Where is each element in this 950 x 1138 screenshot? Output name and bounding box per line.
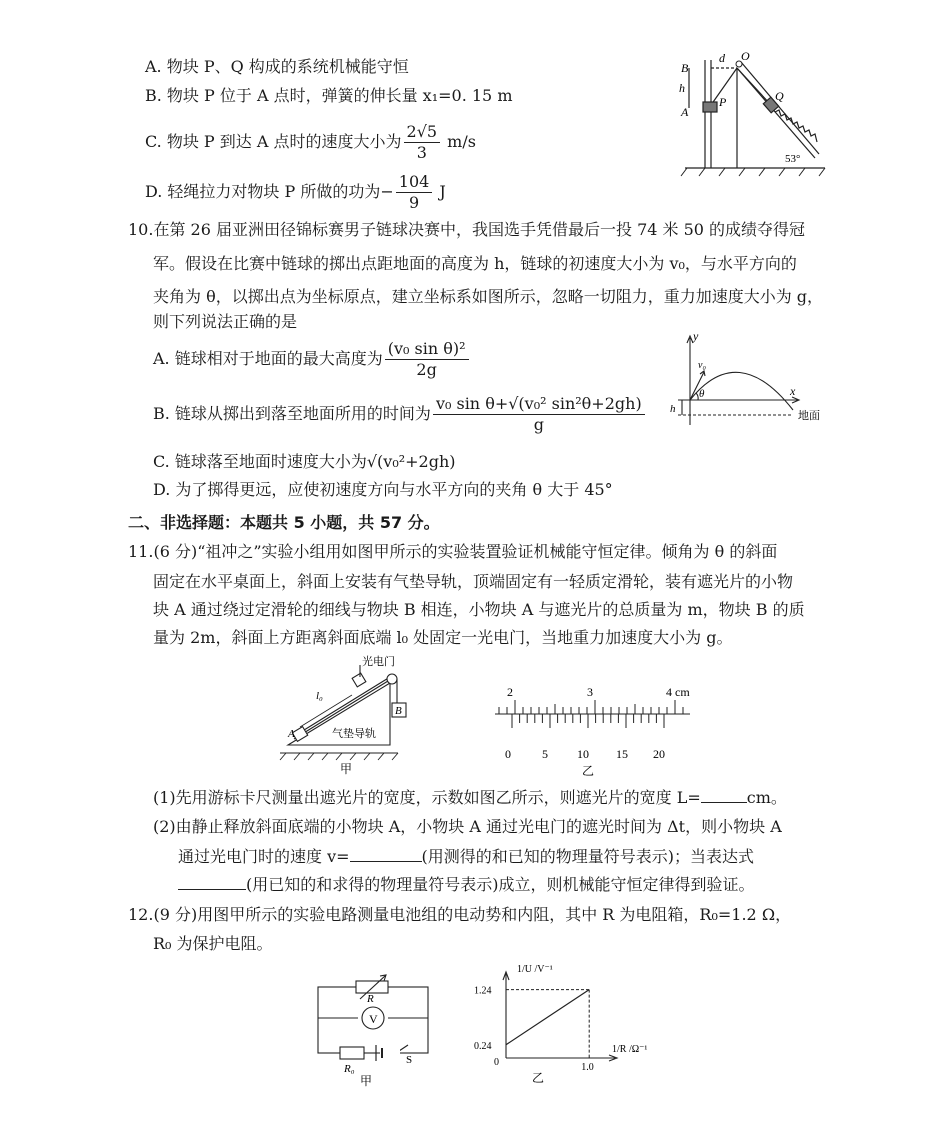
q9-option-d-unit: J [439,182,446,201]
label-photogate: 光电门 [362,656,395,668]
label-y: y [693,329,699,343]
y-axis-label: 1/U /V⁻¹ [517,964,553,975]
photogate [352,673,366,687]
q11-sub-2-line-1: (2)由静止释放斜面底端的小物块 A，小物块 A 通过光电门的遮光时间为 Δt，则小物块 A [153,817,782,836]
resistor-r0 [340,1047,364,1059]
block-p [703,102,717,112]
fraction-denominator: g [533,415,544,434]
vernier-label-15: 15 [616,747,628,761]
fraction-numerator: (v₀ sin θ)² [385,339,469,360]
answer-blank-expression[interactable] [178,873,246,890]
q11-line-2: 固定在水平桌面上，斜面上安装有气垫导轨，顶端固定有一轻质定滑轮，装有遮光片的小物 [153,572,794,591]
label-theta: θ [699,388,705,400]
caption-jia: 甲 [340,762,353,776]
q10-option-b [153,390,647,438]
incline-top [741,62,819,154]
q9-option-d-text: D. 轻绳拉力对物块 P 所做的功为− [145,182,394,201]
q10-option-a [153,335,471,383]
q11-sub-1 [153,786,787,810]
label-v0: v₀ [698,360,706,371]
theta-arc [696,393,698,400]
q11-sub-1-text: (1)先用游标卡尺测量出遮光片的宽度，示数如图乙所示，则遮光片的宽度 L= [153,788,701,807]
chart-caption: 乙 [532,1071,545,1085]
answer-blank-l[interactable] [701,786,747,803]
rope-to-q [737,68,771,105]
label-rail: 气垫导轨 [332,728,376,740]
fraction-numerator: v₀ sin θ+√(v₀² sin²θ+2gh) [433,394,645,415]
label-s: S [406,1054,413,1066]
q12-line-2: R₀ 为保护电阻。 [153,934,273,953]
x-axis-label: 1/R /Ω⁻¹ [612,1044,648,1055]
q11-sub-1-unit: cm。 [746,788,787,807]
label-ground: 地面 [798,410,820,422]
vernier-label-20: 20 [653,747,665,761]
q10-figure [668,330,838,430]
label-h: h [670,403,676,415]
main-label-4cm: 4 cm [666,685,690,699]
q9-option-c-unit: m/s [447,132,476,151]
q10-line-2: 军。假设在比赛中链球的掷出点距地面的高度为 h，链球的初速度大小为 v₀，与水平方向的 [153,254,797,273]
q9-option-c-fraction [404,122,441,163]
q9-option-c-text: C. 物块 P 到达 A 点时的速度大小为 [145,132,402,151]
q11-sub-2-end: (用已知的和求得的物理量符号表示)成立，则机械能守恒定律得到验证。 [246,875,755,894]
fraction-numerator: 2√5 [404,122,441,143]
label-a: A [681,105,689,119]
q10-option-a-text: A. 链球相对于地面的最大高度为 [153,349,383,368]
q11-line-4: 量为 2m，斜面上方距离斜面底端 l₀ 处固定一光电门，当地重力加速度大小为 g。 [153,628,733,647]
q10-option-b-fraction [433,394,645,435]
caption-yi: 乙 [582,764,595,778]
y-tick-label: 0.24 [474,1040,492,1052]
vernier-label-5: 5 [542,747,548,761]
x-tick-label: 1.0 [581,1062,594,1073]
q9-option-a: A. 物块 P、Q 构成的系统机械能守恒 [145,57,409,76]
label-d: d [719,51,725,65]
label-p: P [719,95,727,109]
q11-sub-2-line-3 [178,873,755,897]
fraction-denominator: 2g [416,360,437,379]
q9-option-d [145,168,446,216]
q10-option-b-text: B. 链球从掷出到落至地面所用的时间为 [153,404,431,423]
label-a: A [288,728,295,740]
q9-option-b: B. 物块 P 位于 A 点时，弹簧的伸长量 x₁=0. 15 m [145,86,513,105]
fraction-denominator: 9 [408,193,420,212]
answer-blank-v[interactable] [350,845,422,862]
q12-figure-circuit [310,975,440,1088]
q10-option-d: D. 为了掷得更远，应使初速度方向与水平方向的夹角 θ 大于 45° [153,480,613,499]
q9-option-c [145,118,476,166]
fraction-numerator: 104 [396,172,433,193]
q11-figure-vernier [490,682,700,777]
label-angle: 53° [785,153,801,165]
q10-option-c: C. 链球落至地面时速度大小为√(v₀²+2gh) [153,452,456,471]
q10-option-a-fraction [385,339,469,380]
section-2-heading: 二、非选择题：本题共 5 小题，共 57 分。 [128,513,440,532]
main-label-2: 2 [507,685,513,699]
q12-line-1: 12.(9 分)用图甲所示的实验电路测量电池组的电动势和内阻，其中 R 为电阻箱，R₀=1.2 Ω， [128,905,792,924]
pulley [387,674,397,684]
trajectory [690,372,793,410]
vernier-label-0: 0 [505,747,511,761]
q11-sub-2-text: 通过光电门时的速度 v= [178,847,350,866]
vernier-label-10: 10 [577,747,589,761]
main-label-3: 3 [587,685,593,699]
fraction-denominator: 3 [416,143,427,162]
label-b: B [395,705,402,717]
label-x: x [790,384,796,398]
q11-sub-2-note: (用测得的和已知的物理量符号表示)；当表达式 [421,847,755,866]
label-r: R [367,993,374,1005]
q10-line-3: 夹角为 θ，以掷出点为坐标原点，建立坐标系如图所示，忽略一切阻力，重力加速度大小为 g， [153,287,824,306]
resistor-box-r [356,981,388,993]
label-o: O [741,49,750,63]
q11-sub-2-line-2 [178,845,754,869]
q10-line-1: 10.在第 26 届亚洲田径锦标赛男子链球决赛中，我国选手凭借最后一投 74 米 50 的成绩夺得冠 [128,220,806,239]
origin-label: 0 [494,1057,499,1068]
q10-line-4: 则下列说法正确的是 [153,312,298,331]
label-r0: R₀ [344,1063,355,1075]
q11-line-3: 块 A 通过绕过定滑轮的细线与物块 B 相连，小物块 A 与遮光片的总质量为 m，物块 B 的质 [153,600,805,619]
q9-option-d-fraction [396,172,433,213]
data-line [506,990,589,1045]
label-b: B [681,61,689,75]
caption-jia: 甲 [360,1074,373,1088]
label-h: h [679,81,685,95]
q11-line-1: 11.(6 分)“祖冲之”实验小组用如图甲所示的实验装置验证机械能守恒定律。倾角为 θ 的斜面 [128,542,778,561]
y-tick-label: 1.24 [474,985,492,997]
q11-figure-apparatus [278,655,418,775]
label-q: Q [775,89,784,103]
label-l0: l₀ [316,690,323,702]
label-v: V [369,1012,378,1026]
q12-figure-chart [470,960,690,1085]
q9-figure [675,50,835,180]
